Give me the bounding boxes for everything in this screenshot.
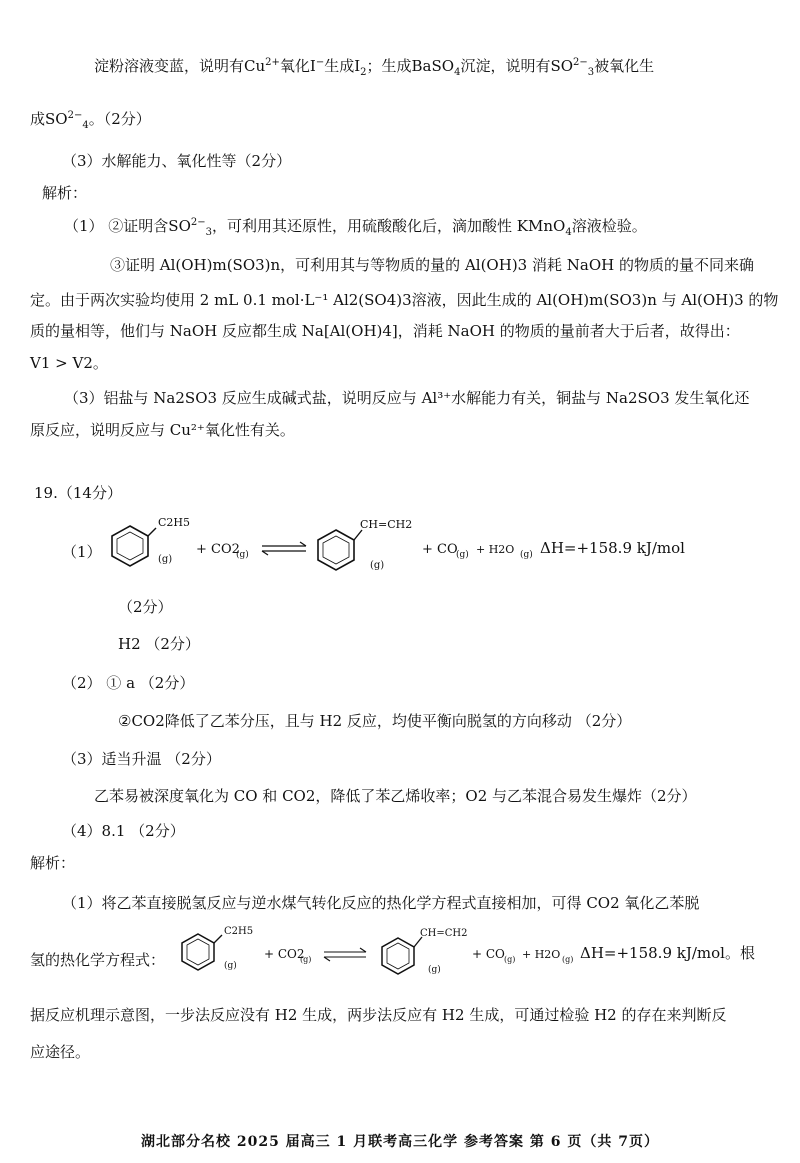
text-line: （3）铝盐与 Na2SO3 反应生成碱式盐，说明反应与 Al³⁺水解能力有关，铜盐与 Na2SO3 发生氧化还 <box>64 389 750 407</box>
phase-label: (g) <box>428 965 441 975</box>
text-line: （1）将乙苯直接脱氢反应与逆水煤气转化反应的热化学方程式直接相加，可得 CO2 氧化乙苯脱 <box>62 894 700 912</box>
text-line: （2分） <box>118 598 173 616</box>
text-line: V1 > V2。 <box>30 354 108 372</box>
text-line: 淀粉溶液变蓝，说明有$Cu^{2+}$氧化I−生成$I_2$；生成BaSO$_4$沉淀，说明有$SO^{2-}_3$被氧化生 <box>94 57 655 78</box>
phase-label: (g) <box>158 554 173 565</box>
plus-h2o: + H2O <box>522 948 561 961</box>
phase-label: (g) <box>504 955 516 964</box>
substituent-label: CH=CH2 <box>360 518 413 531</box>
text-line: 应途径。 <box>30 1043 91 1061</box>
enthalpy: ΔH=+158.9 kJ/mol <box>540 539 685 557</box>
enthalpy: ΔH=+158.9 kJ/mol。根 <box>580 944 755 962</box>
reaction-equation-2 <box>172 918 792 988</box>
phase-label: (g) <box>520 550 533 560</box>
equilibrium-arrow-icon <box>262 542 306 555</box>
plus-co2: + CO2 <box>196 542 240 557</box>
plus-h2o: + H2O <box>476 543 515 556</box>
text-line: （1） ②证明含$SO^{2-}_3$，可利用其还原性，用硫酸酸化后，滴加酸性 KMnO$_4$溶液检验。 <box>64 217 647 238</box>
equation-label: （1） <box>62 543 102 561</box>
phase-label: (g) <box>562 955 574 964</box>
plus-co: + CO <box>422 542 458 557</box>
phase-label: (g) <box>456 550 469 560</box>
substituent-label: C2H5 <box>158 516 191 529</box>
phase-label: (g) <box>236 550 249 560</box>
text-line: ②CO2降低了乙苯分压，且与 H2 反应，均使平衡向脱氢的方向移动 （2分） <box>118 712 632 730</box>
equilibrium-arrow-icon <box>324 948 366 961</box>
phase-label: (g) <box>300 955 312 964</box>
text-line: 成$SO^{2-}_4$。（2分） <box>30 110 151 131</box>
text-line: 据反应机理示意图，一步法反应没有 H2 生成，两步法反应有 H2 生成，可通过检验 H2 的存在来判断反 <box>30 1006 727 1024</box>
plus-co2: + CO2 <box>264 947 305 961</box>
text-line: 定。由于两次实验均使用 2 mL 0.1 mol·L⁻¹ Al2(SO4)3溶液，因此生成的 Al(OH)m(SO3)n 与 Al(OH)3 的物 <box>30 291 779 309</box>
text-line: （4）8.1 （2分） <box>62 822 185 840</box>
equation-lead: 氢的热化学方程式： <box>30 951 166 969</box>
text-line: （3）水解能力、氧化性等（2分） <box>62 152 292 170</box>
benzene-ring-icon <box>382 937 422 974</box>
benzene-ring-icon <box>182 934 222 970</box>
page-footer: 湖北部分名校 2025 届高三 1 月联考高三化学 参考答案 第 6 页（共 7页） <box>140 1134 660 1150</box>
text-line: 质的量相等，他们与 NaOH 反应都生成 Na[Al(OH)4]，消耗 NaOH 的物质的量前者大于后者，故得出： <box>30 322 740 340</box>
benzene-ring-icon <box>112 526 156 566</box>
substituent-label: C2H5 <box>224 926 254 937</box>
text-line: ③证明 Al(OH)m(SO3)n，可利用其与等物质的量的 Al(OH)3 消耗 NaOH 的物质的量不同来确 <box>110 256 754 274</box>
reaction-equation-1 <box>100 508 800 588</box>
benzene-ring-icon <box>318 530 362 570</box>
analysis-heading: 解析： <box>42 184 88 202</box>
phase-label: (g) <box>224 961 237 971</box>
text-line: （3）适当升温 （2分） <box>62 750 221 768</box>
text-line: （2） ① a （2分） <box>62 674 195 692</box>
text-line: H2 （2分） <box>118 635 200 653</box>
substituent-label: CH=CH2 <box>420 928 468 939</box>
analysis-heading: 解析： <box>30 854 76 872</box>
plus-co: + CO <box>472 947 505 961</box>
question-number: 19.（14分） <box>34 484 122 502</box>
phase-label: (g) <box>370 560 385 571</box>
text-line: 乙苯易被深度氧化为 CO 和 CO2，降低了苯乙烯收率；O2 与乙苯混合易发生爆炸（2分） <box>94 787 697 805</box>
text-line: 原反应，说明反应与 Cu²⁺氧化性有关。 <box>30 421 295 439</box>
